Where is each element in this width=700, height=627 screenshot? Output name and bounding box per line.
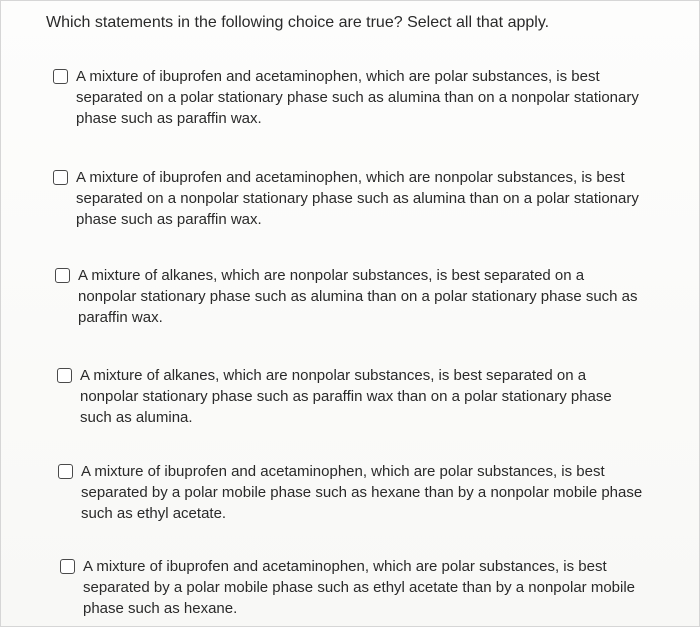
checkbox-icon[interactable] [58, 464, 73, 479]
answer-option-label[interactable]: A mixture of ibuprofen and acetaminophen, which are nonpolar substances, is best separated on a nonpolar stationary phase such as alumina than on a polar stationary phase such as paraffin wax. [76, 169, 639, 228]
checkbox-icon[interactable] [55, 268, 70, 283]
answer-option-label[interactable]: A mixture of ibuprofen and acetaminophen, which are polar substances, is best separated by a polar mobile phase such as hexane than by a nonpolar mobile phase such as ethyl acetate. [81, 463, 643, 522]
question-prompt: Which statements in the following choice are true? Select all that apply. [46, 14, 550, 31]
checkbox-icon[interactable] [57, 368, 72, 383]
answer-option-label[interactable]: A mixture of ibuprofen and acetaminophen, which are polar substances, is best separated on a polar stationary phase such as alumina than on a nonpolar stationary phase such as paraffin wax. [76, 68, 639, 127]
answer-option-label[interactable]: A mixture of alkanes, which are nonpolar substances, is best separated on a nonpolar stationary phase such as alumina than on a polar stationary phase such as paraffin wax. [78, 267, 638, 326]
answer-option-label[interactable]: A mixture of ibuprofen and acetaminophen, which are polar substances, is best separated by a polar mobile phase such as ethyl acetate than by a nonpolar mobile phase such as hexane. [83, 558, 636, 617]
checkbox-icon[interactable] [53, 170, 68, 185]
checkbox-icon[interactable] [60, 559, 75, 574]
checkbox-icon[interactable] [53, 69, 68, 84]
answer-option-label[interactable]: A mixture of alkanes, which are nonpolar substances, is best separated on a nonpolar stationary phase such as paraffin wax than on a polar stationary phase such as alumina. [80, 367, 612, 426]
